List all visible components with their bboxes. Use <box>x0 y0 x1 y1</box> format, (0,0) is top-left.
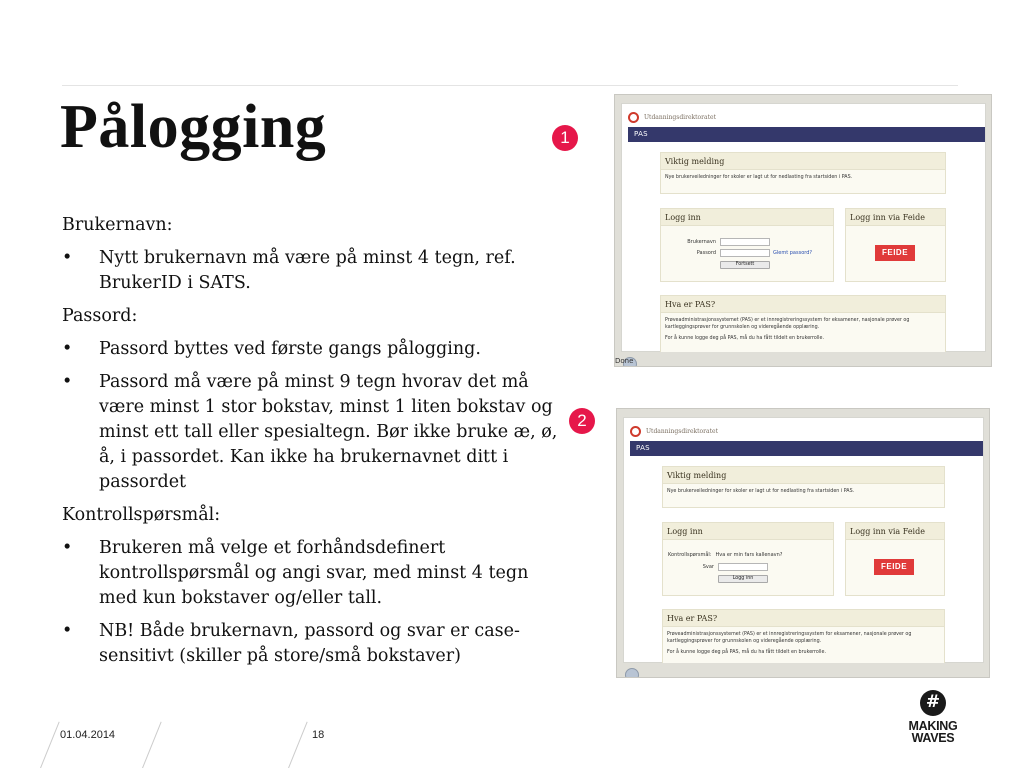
status-text: Done <box>615 357 634 365</box>
about-title: Hva er PAS? <box>661 296 945 313</box>
login-title: Logg inn <box>661 209 833 226</box>
brand-line-1: MAKING <box>908 719 958 733</box>
notice-box <box>662 466 945 508</box>
username-input[interactable] <box>720 238 770 246</box>
username-row <box>684 238 770 246</box>
hash-logo-icon <box>920 690 946 716</box>
security-question-label: Kontrollspørsmål: <box>668 552 712 558</box>
password-label: Passord <box>696 250 716 256</box>
udir-logo-icon <box>630 426 641 437</box>
notice-text: Nye brukerveiledninger for skoler er lagt ut for nedlasting fra startsiden i PAS. <box>665 175 853 180</box>
continue-button[interactable]: Fortsett <box>720 261 770 269</box>
about-text-1: Prøveadministrasjonssystemet (PAS) er et innregistreringssystem for eksamener, nasjonale prøver og kartleggingsprøver for grunnskolen og videregående opplæring. <box>665 318 910 330</box>
top-divider <box>62 85 958 86</box>
browser-window <box>623 417 984 663</box>
feide-title: Logg inn via Feide <box>846 523 944 540</box>
login-screenshot-1 <box>614 94 992 367</box>
slide-title: Pålogging <box>60 93 327 161</box>
step-badge-2: 2 <box>569 408 595 434</box>
login-title: Logg inn <box>663 523 833 540</box>
making-waves-logo <box>898 690 968 744</box>
footer-slash <box>288 722 308 768</box>
about-box <box>660 295 946 355</box>
about-text-2: For å kunne logge deg på PAS, må du ha fått tildelt en brukerrolle. <box>665 336 824 341</box>
section-heading-username: Brukernavn: <box>62 215 173 235</box>
bullet-item: • Nytt brukernavn må være på minst 4 tegn, ref. BrukerID i SATS. <box>62 246 562 296</box>
bullet-item: • NB! Både brukernavn, passord og svar er case-sensitivt (skiller på store/små bokstaver) <box>62 619 562 669</box>
page-number: 18 <box>312 729 325 741</box>
password-input[interactable] <box>720 249 770 257</box>
feide-logo-button[interactable]: FEIDE <box>875 245 915 261</box>
bullet-item: • Passord byttes ved første gangs pålogging. <box>62 337 562 362</box>
section-heading-password: Passord: <box>62 306 138 326</box>
footer-date: 01.04.2014 <box>60 729 116 741</box>
security-question-row <box>668 552 782 558</box>
footer-slash <box>40 722 60 768</box>
notice-title: Viktig melding <box>661 153 945 170</box>
bullet-item: • Passord må være på minst 9 tegn hvorav det må være minst 1 stor bokstav, minst 1 liten bokstav og minst ett tall eller spesialtegn. Bør ikke bruke æ, ø, å, i passordet. Kan ikke ha brukernavnet ditt i passordet <box>62 370 562 495</box>
section-heading-security-question: Kontrollspørsmål: <box>62 505 221 525</box>
step-badge-1: 1 <box>552 125 578 151</box>
browser-window <box>621 103 986 352</box>
about-title: Hva er PAS? <box>663 610 944 627</box>
brand-line-2: WAVES <box>911 731 955 745</box>
status-bar <box>615 352 991 366</box>
login-button[interactable]: Logg inn <box>718 575 768 583</box>
pas-navbar: PAS <box>630 441 983 456</box>
notice-text: Nye brukerveiledninger for skoler er lagt ut for nedlasting fra startsiden i PAS. <box>667 489 855 494</box>
about-text-2: For å kunne logge deg på PAS, må du ha fått tildelt en brukerrolle. <box>667 650 826 655</box>
bullet-item: • Brukeren må velge et forhåndsdefinert kontrollspørsmål og angi svar, med minst 4 tegn med kun bokstaver og/eller tall. <box>62 536 562 611</box>
udir-logo-icon <box>628 112 639 123</box>
forgot-password-link[interactable]: Glemt passord? <box>773 250 813 256</box>
globe-icon <box>625 668 639 678</box>
footer-slash <box>142 722 162 768</box>
answer-row <box>668 563 768 571</box>
username-label: Brukernavn <box>687 239 716 245</box>
udir-logo: Utdanningsdirektoratet <box>628 110 716 124</box>
slide-body <box>62 213 562 669</box>
password-bullets <box>62 337 562 495</box>
security-question-bullets <box>62 536 562 669</box>
notice-box <box>660 152 946 194</box>
password-row <box>684 249 812 257</box>
login-box <box>662 522 834 596</box>
answer-label: Svar <box>702 564 714 570</box>
username-bullets <box>62 246 562 296</box>
udir-logo: Utdanningsdirektoratet <box>630 424 718 438</box>
feide-title: Logg inn via Feide <box>846 209 945 226</box>
status-bar <box>617 663 989 677</box>
login-screenshot-2 <box>616 408 990 678</box>
about-text-1: Prøveadministrasjonssystemet (PAS) er et innregistreringssystem for eksamener, nasjonale prøver og kartleggingsprøver for grunnskolen og videregående opplæring. <box>667 632 912 644</box>
pas-navbar: PAS <box>628 127 985 142</box>
notice-title: Viktig melding <box>663 467 944 484</box>
feide-logo-button[interactable]: FEIDE <box>874 559 914 575</box>
security-question-value: Hva er min fars kallenavn? <box>715 552 783 558</box>
about-box <box>662 609 945 667</box>
answer-input[interactable] <box>718 563 768 571</box>
